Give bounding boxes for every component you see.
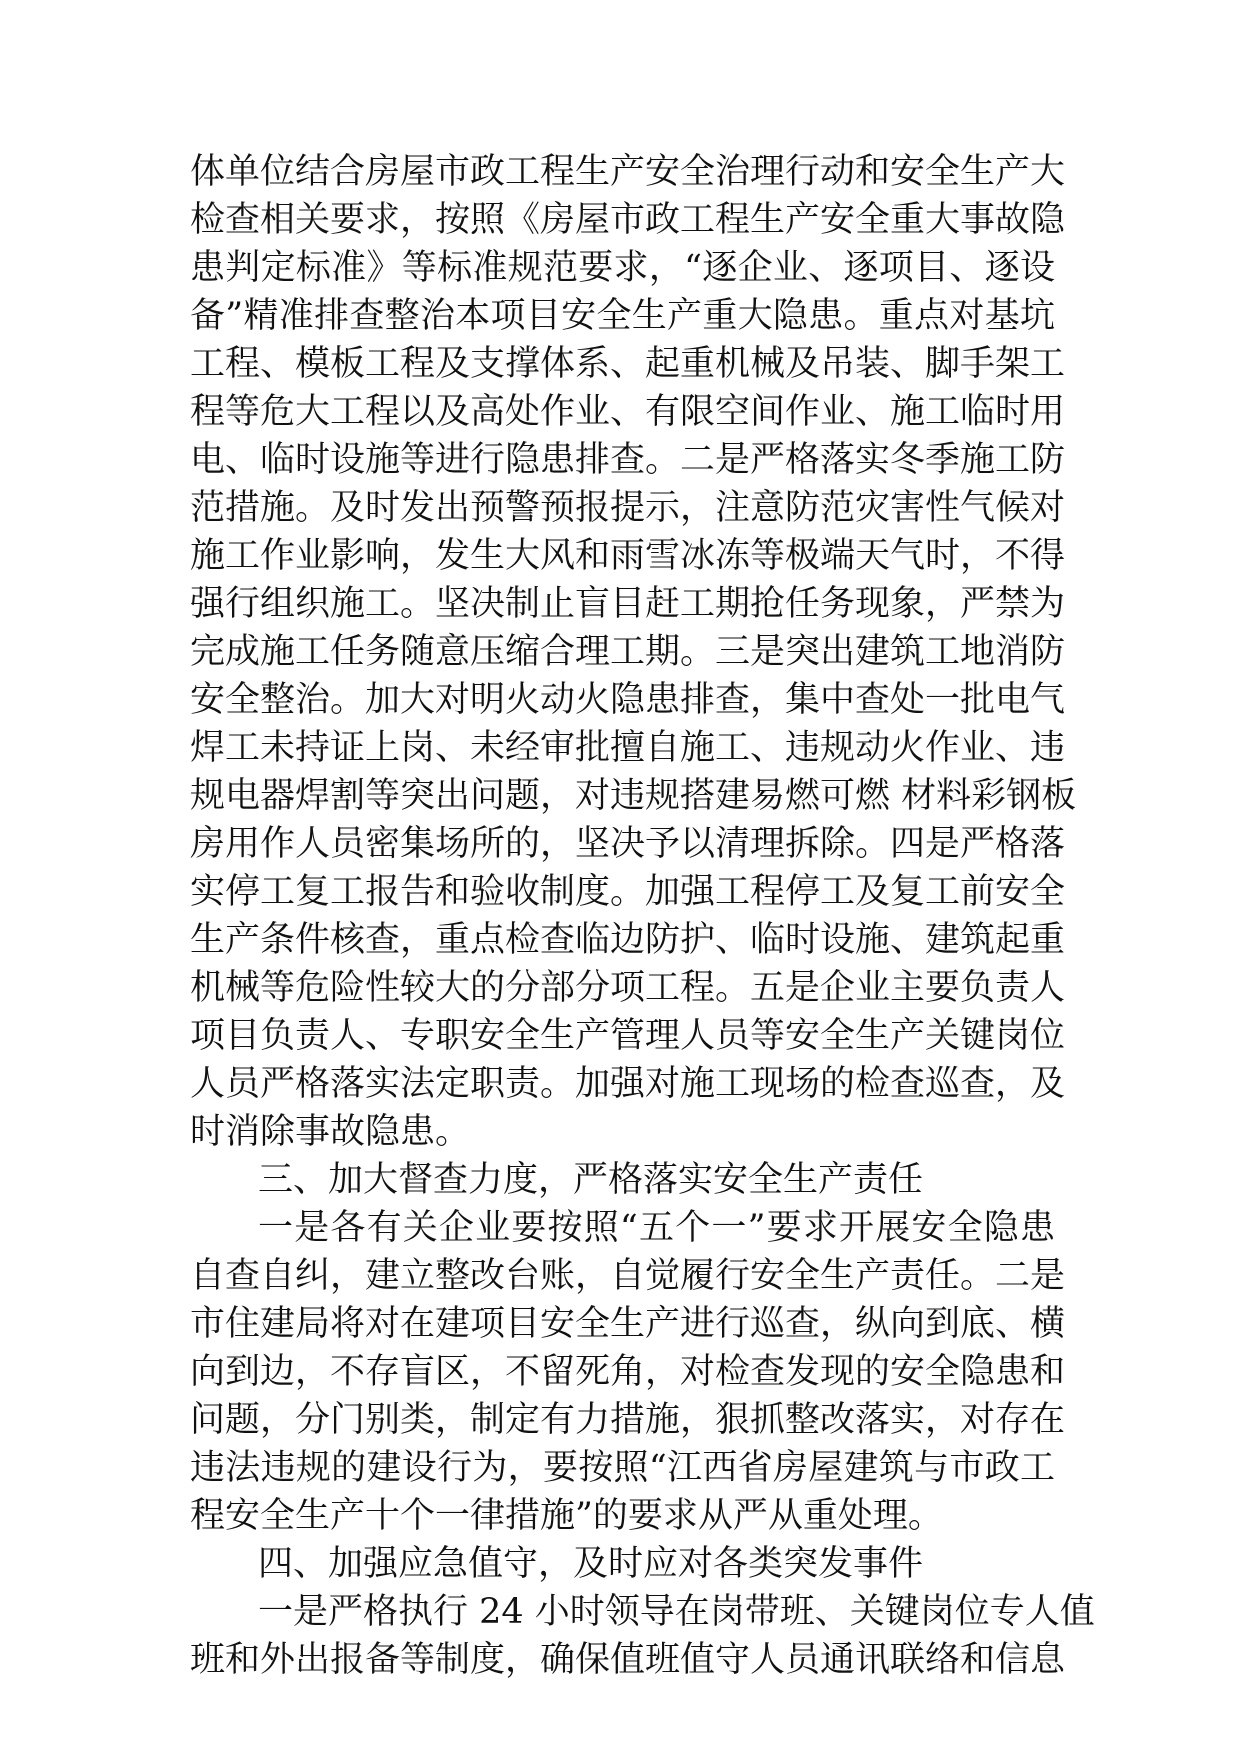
text-line: 程等危大工程以及高处作业、有限空间作业、施工临时用 bbox=[190, 392, 1066, 432]
text-line: 程安全生产十个一律措施”的要求从严从重处理。 bbox=[190, 1496, 943, 1536]
text-line: 人员严格落实法定职责。加强对施工现场的检查巡查，及 bbox=[190, 1064, 1066, 1104]
text-line: 时消除事故隐患。 bbox=[190, 1112, 471, 1152]
text-line: 电、临时设施等进行隐患排查。二是严格落实冬季施工防 bbox=[190, 440, 1066, 480]
section-heading: 三、加大督查力度，严格落实安全生产责任 bbox=[258, 1160, 924, 1200]
text-line: 范措施。及时发出预警预报提示，注意防范灾害性气候对 bbox=[190, 488, 1066, 528]
text-line: 施工作业影响，发生大风和雨雪冰冻等极端天气时，不得 bbox=[190, 536, 1066, 576]
text-line: 机械等危险性较大的分部分项工程。五是企业主要负责人 bbox=[190, 968, 1066, 1008]
text-line: 房用作人员密集场所的，坚决予以清理拆除。四是严格落 bbox=[190, 824, 1066, 864]
text-line: 检查相关要求，按照《房屋市政工程生产安全重大事故隐 bbox=[190, 200, 1066, 240]
text-line: 实停工复工报告和验收制度。加强工程停工及复工前安全 bbox=[190, 872, 1066, 912]
text-line: 工程、模板工程及支撑体系、起重机械及吊装、脚手架工 bbox=[190, 344, 1066, 384]
text-line: 生产条件核查，重点检查临边防护、临时设施、建筑起重 bbox=[190, 920, 1066, 960]
text-line: 完成施工任务随意压缩合理工期。三是突出建筑工地消防 bbox=[190, 632, 1066, 672]
section-heading: 四、加强应急值守，及时应对各类突发事件 bbox=[258, 1544, 924, 1584]
text-line: 强行组织施工。坚决制止盲目赶工期抢任务现象，严禁为 bbox=[190, 584, 1066, 624]
text-line: 市住建局将对在建项目安全生产进行巡查，纵向到底、横 bbox=[190, 1304, 1066, 1344]
text-line: 向到边，不存盲区，不留死角，对检查发现的安全隐患和 bbox=[190, 1352, 1066, 1392]
text-line: 体单位结合房屋市政工程生产安全治理行动和安全生产大 bbox=[190, 152, 1066, 192]
text-line: 违法违规的建设行为，要按照“江西省房屋建筑与市政工 bbox=[190, 1448, 1055, 1488]
text-line: 班和外出报备等制度，确保值班值守人员通讯联络和信息 bbox=[190, 1640, 1066, 1680]
body-text bbox=[190, 148, 1095, 1684]
text-line: 问题，分门别类，制定有力措施，狠抓整改落实，对存在 bbox=[190, 1400, 1066, 1440]
paragraph-first-line: 一是各有关企业要按照“五个一”要求开展安全隐患 bbox=[258, 1208, 1055, 1248]
paragraph-first-line: 一是严格执行 24 小时领导在岗带班、关键岗位专人值 bbox=[258, 1592, 1095, 1632]
text-line: 项目负责人、专职安全生产管理人员等安全生产关键岗位 bbox=[190, 1016, 1066, 1056]
text-line: 自查自纠，建立整改台账，自觉履行安全生产责任。二是 bbox=[190, 1256, 1066, 1296]
text-line: 安全整治。加大对明火动火隐患排查，集中查处一批电气 bbox=[190, 680, 1066, 720]
text-line: 备”精准排查整治本项目安全生产重大隐患。重点对基坑 bbox=[190, 296, 1055, 336]
text-line: 规电器焊割等突出问题，对违规搭建易燃可燃 材料彩钢板 bbox=[190, 776, 1077, 816]
text-line: 患判定标准》等标准规范要求，“逐企业、逐项目、逐设 bbox=[190, 248, 1055, 288]
text-line: 焊工未持证上岗、未经审批擅自施工、违规动火作业、违 bbox=[190, 728, 1066, 768]
